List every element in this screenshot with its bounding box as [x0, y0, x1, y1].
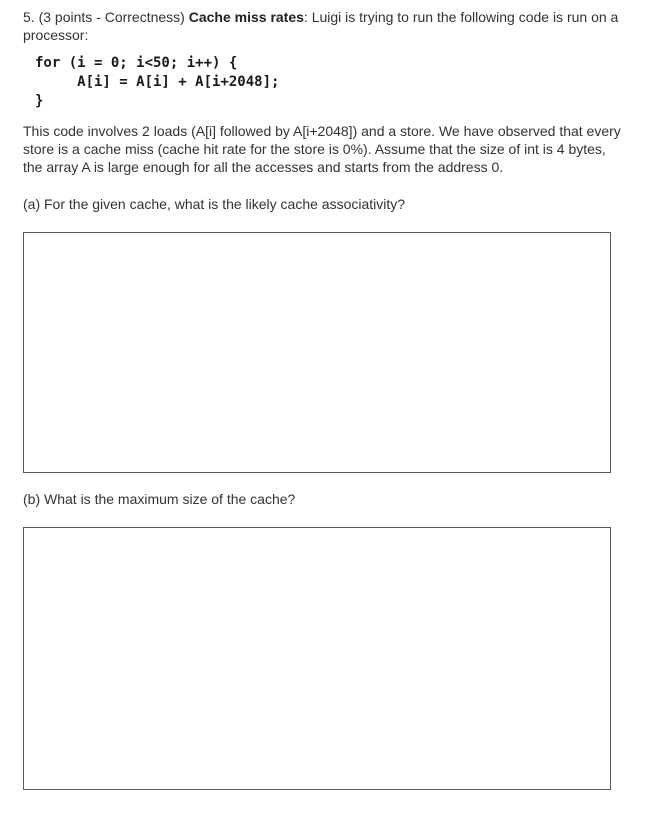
part-b-prompt: (b) What is the maximum size of the cache? [23, 491, 296, 507]
question-header [23, 8, 623, 44]
part-a-answer-box[interactable] [23, 232, 611, 473]
part-a-prompt: (a) For the given cache, what is the likely cache associativity? [23, 196, 406, 212]
question-intro: : Luigi is trying to run the following code is run on a processor: [23, 9, 619, 43]
part-b-answer-box[interactable] [23, 527, 611, 790]
question-title: Cache miss rates [188, 9, 304, 25]
code-line: A[i] = A[i] + A[i+2048]; [35, 74, 280, 90]
code-line: } [35, 93, 44, 109]
code-block [35, 54, 279, 111]
question-prefix: 5. (3 points - Correctness) [23, 9, 189, 25]
code-line: for (i = 0; i<50; i++) { [35, 55, 238, 71]
problem-description: This code involves 2 loads (A[i] followed by A[i+2048]) and a store. We have observed that every store is a cache miss (cache hit rate for the store is 0%). Assume that the size of int is 4 bytes, the array A is large enough for all the accesses and starts from the address 0. [23, 123, 621, 175]
